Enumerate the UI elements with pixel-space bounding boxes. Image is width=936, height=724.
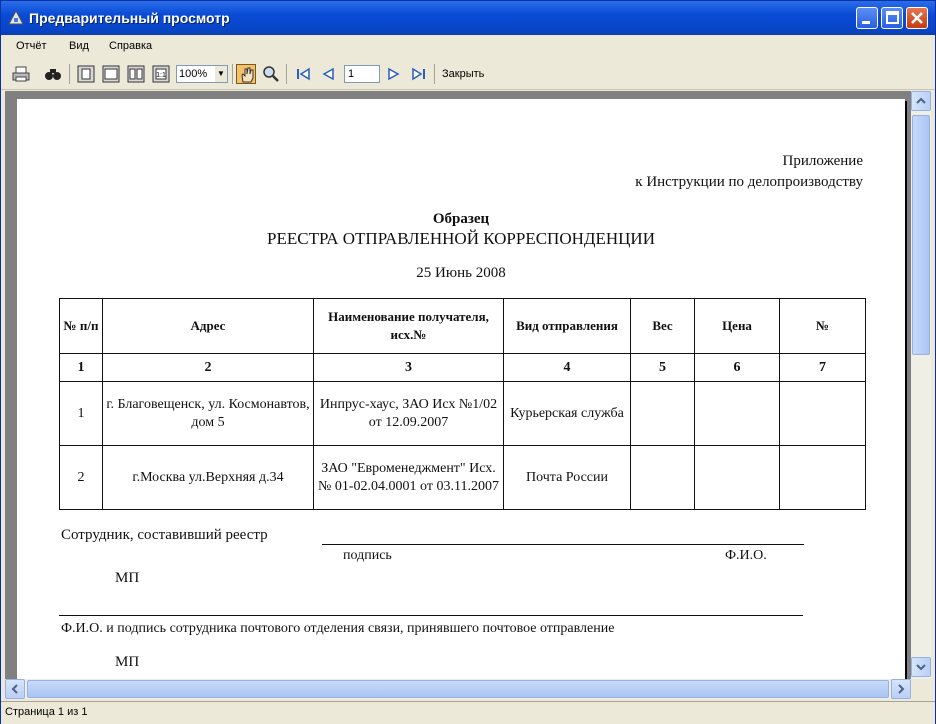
- close-window-button[interactable]: [906, 7, 928, 29]
- mp-stamp-1: МП: [115, 570, 140, 586]
- print-button[interactable]: [11, 64, 31, 84]
- col-number: 4: [504, 354, 631, 382]
- vertical-scrollbar[interactable]: [911, 91, 931, 679]
- employee-label: Сотрудник, составивший реестр: [61, 527, 268, 543]
- col-header: Вид отправления: [504, 299, 631, 354]
- cell-num: [780, 382, 866, 446]
- app-icon: [8, 10, 24, 26]
- scroll-down-button[interactable]: [911, 657, 931, 677]
- cell-weight: [631, 446, 695, 510]
- vertical-scroll-thumb[interactable]: [912, 115, 930, 355]
- appendix-line-2: к Инструкции по делопроизводству: [635, 174, 863, 190]
- cell-recipient: ЗАО "Евроменеджмент" Исх. № 01-02.04.0001 от 03.11.2007: [314, 446, 504, 510]
- table-row: [60, 382, 866, 446]
- zoom-select[interactable]: [176, 65, 228, 83]
- horizontal-scroll-thumb[interactable]: [27, 680, 889, 698]
- col-header: Цена: [695, 299, 780, 354]
- status-bar: [1, 701, 935, 724]
- window-title: Предварительный просмотр: [29, 10, 230, 26]
- cell-address: г.Москва ул.Верхняя д.34: [103, 446, 314, 510]
- separator: [434, 64, 435, 84]
- page-width-button[interactable]: [101, 64, 121, 84]
- signature-label: подпись: [343, 548, 392, 563]
- cell-address: г. Благовещенск, ул. Космонавтов, дом 5: [103, 382, 314, 446]
- last-page-button[interactable]: [409, 64, 429, 84]
- status-text: Страница 1 из 1: [5, 706, 88, 718]
- mp-stamp-2: МП: [115, 654, 140, 670]
- minimize-button[interactable]: [856, 7, 878, 29]
- first-page-button[interactable]: [293, 64, 313, 84]
- menu-report[interactable]: Отчёт: [16, 40, 47, 52]
- postal-label: Ф.И.О. и подпись сотрудника почтового отделения связи, принявшего почтовое отправление: [61, 621, 615, 636]
- title-bar[interactable]: [1, 1, 935, 35]
- cell-n: 1: [60, 382, 103, 446]
- col-header: № п/п: [60, 299, 103, 354]
- col-header: Наименование получателя, исх.№: [314, 299, 504, 354]
- two-pages-button[interactable]: [126, 64, 146, 84]
- document-page: [17, 99, 905, 679]
- horizontal-scrollbar[interactable]: [5, 679, 911, 699]
- zoom-value: 100%: [179, 68, 208, 80]
- cell-weight: [631, 382, 695, 446]
- sample-label: Образец: [432, 211, 490, 227]
- prev-page-button[interactable]: [318, 64, 338, 84]
- col-number: 7: [780, 354, 866, 382]
- actual-size-button[interactable]: [151, 64, 171, 84]
- find-button[interactable]: [43, 64, 63, 84]
- next-page-button[interactable]: [384, 64, 404, 84]
- cell-num: [780, 446, 866, 510]
- fio-label: Ф.И.О.: [725, 548, 767, 563]
- cell-price: [695, 446, 780, 510]
- col-number: 1: [60, 354, 103, 382]
- chevron-down-icon[interactable]: ▼: [215, 66, 227, 82]
- svg-text:1:1: 1:1: [156, 72, 166, 79]
- page-number-input[interactable]: 1: [344, 65, 380, 83]
- table-header-row: [60, 299, 866, 354]
- document-date: 25 Июнь 2008: [416, 265, 506, 281]
- table-row: [60, 446, 866, 510]
- menu-help[interactable]: Справка: [109, 40, 153, 52]
- hand-tool-button[interactable]: [236, 64, 256, 84]
- scroll-up-button[interactable]: [911, 91, 931, 111]
- zoom-tool-button[interactable]: [261, 64, 281, 84]
- col-number: 6: [695, 354, 780, 382]
- col-header: Адрес: [103, 299, 314, 354]
- table-number-row: [60, 354, 866, 382]
- cell-n: 2: [60, 446, 103, 510]
- separator: [286, 64, 287, 84]
- cell-type: Почта России: [504, 446, 631, 510]
- signature-line: [322, 544, 804, 545]
- col-header: №: [780, 299, 866, 354]
- document-title: РЕЕСТРА ОТПРАВЛЕННОЙ КОРРЕСПОНДЕНЦИИ: [267, 229, 655, 248]
- separator: [69, 64, 70, 84]
- close-button[interactable]: Закрыть: [442, 68, 485, 80]
- menu-view[interactable]: Вид: [69, 40, 89, 52]
- separator: [232, 64, 233, 84]
- toolbar: [1, 59, 935, 90]
- col-number: 3: [314, 354, 504, 382]
- col-number: 2: [103, 354, 314, 382]
- col-number: 5: [631, 354, 695, 382]
- single-page-button[interactable]: [76, 64, 96, 84]
- appendix-line-1: Приложение: [782, 153, 863, 169]
- preview-area[interactable]: [5, 91, 911, 679]
- cell-type: Курьерская служба: [504, 382, 631, 446]
- cell-price: [695, 382, 780, 446]
- maximize-button[interactable]: [881, 7, 903, 29]
- menu-bar: [1, 35, 935, 59]
- col-header: Вес: [631, 299, 695, 354]
- registry-table: [59, 298, 866, 510]
- postal-signature-line: [59, 615, 803, 616]
- scroll-right-button[interactable]: [891, 679, 911, 699]
- scroll-left-button[interactable]: [5, 679, 25, 699]
- cell-recipient: Инпрус-хаус, ЗАО Исх №1/02 от 12.09.2007: [314, 382, 504, 446]
